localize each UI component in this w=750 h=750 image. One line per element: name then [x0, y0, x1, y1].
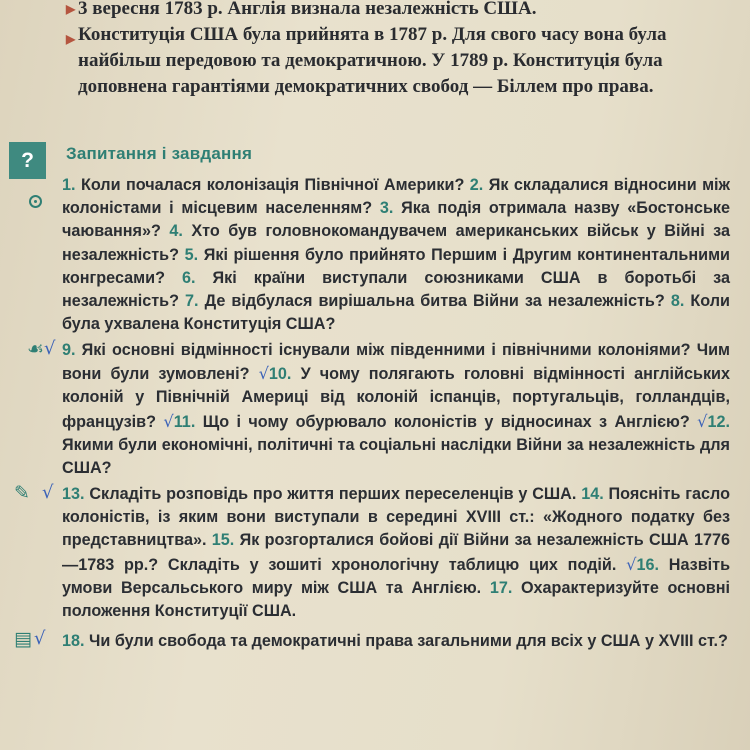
- bullet-item: ▶ 3 вересня 1783 р. Англія визнала незалежність США.: [78, 0, 728, 22]
- handwritten-tick: √: [626, 554, 637, 574]
- summary-bullets: [66, 0, 728, 100]
- question-item: 10. У чому полягають головні відмінності англійських колоній у Північній Америці від колоній іспанців, португальців, голландців, французів?: [62, 365, 731, 431]
- question-item: 18. Чи були свобода та демократичні права загальними для всіх у США у XVIII ст.?: [62, 632, 728, 650]
- handwritten-tick: √: [42, 482, 54, 503]
- question-item: 8. Коли була ухвалена Конституція США?: [62, 292, 730, 334]
- question-item: 1. Коли почалася колонізація Північної Америки?: [62, 176, 465, 194]
- pencil-icon: ✎: [14, 482, 30, 504]
- question-item: 14. Поясніть гасло колоністів, із яким вони виступали в середині XVIII ст.: «Жодного податку без представництва».: [62, 485, 730, 550]
- question-item: 15. Як розгорталися бойові дії Війни за незалежність США 1776—1783 рр.? Складіть у зошиті хронологічну таблицю цих подій.: [62, 531, 731, 574]
- question-item: 13. Складіть розповідь про життя перших переселенців у США.: [62, 485, 577, 503]
- document-icon: ▤: [14, 628, 32, 650]
- question-block-discussion: [62, 630, 730, 653]
- handwritten-tick: √: [697, 411, 708, 431]
- question-item: 17. Охарактеризуйте основні положення Конституції США.: [62, 578, 731, 621]
- bullet-item: ▶ Конституція США була прийнята в 1787 р. Для свого часу вона була найбільш передовою та демократичною. У 1789 р. Конституція була доповнена гарантіями демократичних свобод — Біллем про права.: [66, 24, 667, 97]
- question-mark-icon: ?: [9, 142, 46, 179]
- triangle-bullet-icon: ▶: [66, 2, 76, 16]
- question-item: 2. Як складалися відносини між колоністами і місцевим населенням?: [62, 176, 731, 218]
- question-item: 9. Які основні відмінності існували між південними і північними колоніями? Чим вони були зумовлені?: [62, 341, 730, 384]
- question-item: 16. Назвіть умови Версальського миру між США та Англією.: [62, 555, 731, 597]
- triangle-bullet-icon: ▶: [66, 32, 76, 46]
- question-item: 4. Хто був головнокомандувачем американських військ у Війні за незалежність?: [62, 222, 731, 264]
- question-item: 5. Які рішення було прийнято Першим і Другим континентальними конгресами?: [62, 245, 730, 287]
- handwritten-tick: √: [34, 628, 46, 649]
- handwritten-tick: √: [163, 411, 174, 431]
- lightbulb-icon: ☙: [27, 338, 45, 360]
- question-block-analysis: [62, 339, 730, 480]
- question-item: 7. Де відбулася вирішальна битва Війни за незалежність?: [185, 292, 665, 311]
- target-icon: [29, 195, 42, 208]
- handwritten-tick: √: [44, 338, 56, 359]
- question-item: 11. Що і чому обурювало колоністів у відносинах з Англією?: [173, 412, 690, 431]
- question-item: 6. Які країни виступали союзниками США в боротьбі за незалежність?: [62, 268, 730, 311]
- question-block-creative: [62, 483, 730, 623]
- question-item: 3. Яка подія отримала назву «Бостонське чаювання»?: [62, 199, 730, 241]
- question-item: 12. Якими були економічні, політичні та соціальні наслідки Війни за незалежність для США?: [62, 412, 730, 478]
- section-heading: Запитання і завдання: [66, 144, 253, 163]
- handwritten-tick: √: [258, 364, 269, 384]
- question-block-basic: [62, 174, 730, 336]
